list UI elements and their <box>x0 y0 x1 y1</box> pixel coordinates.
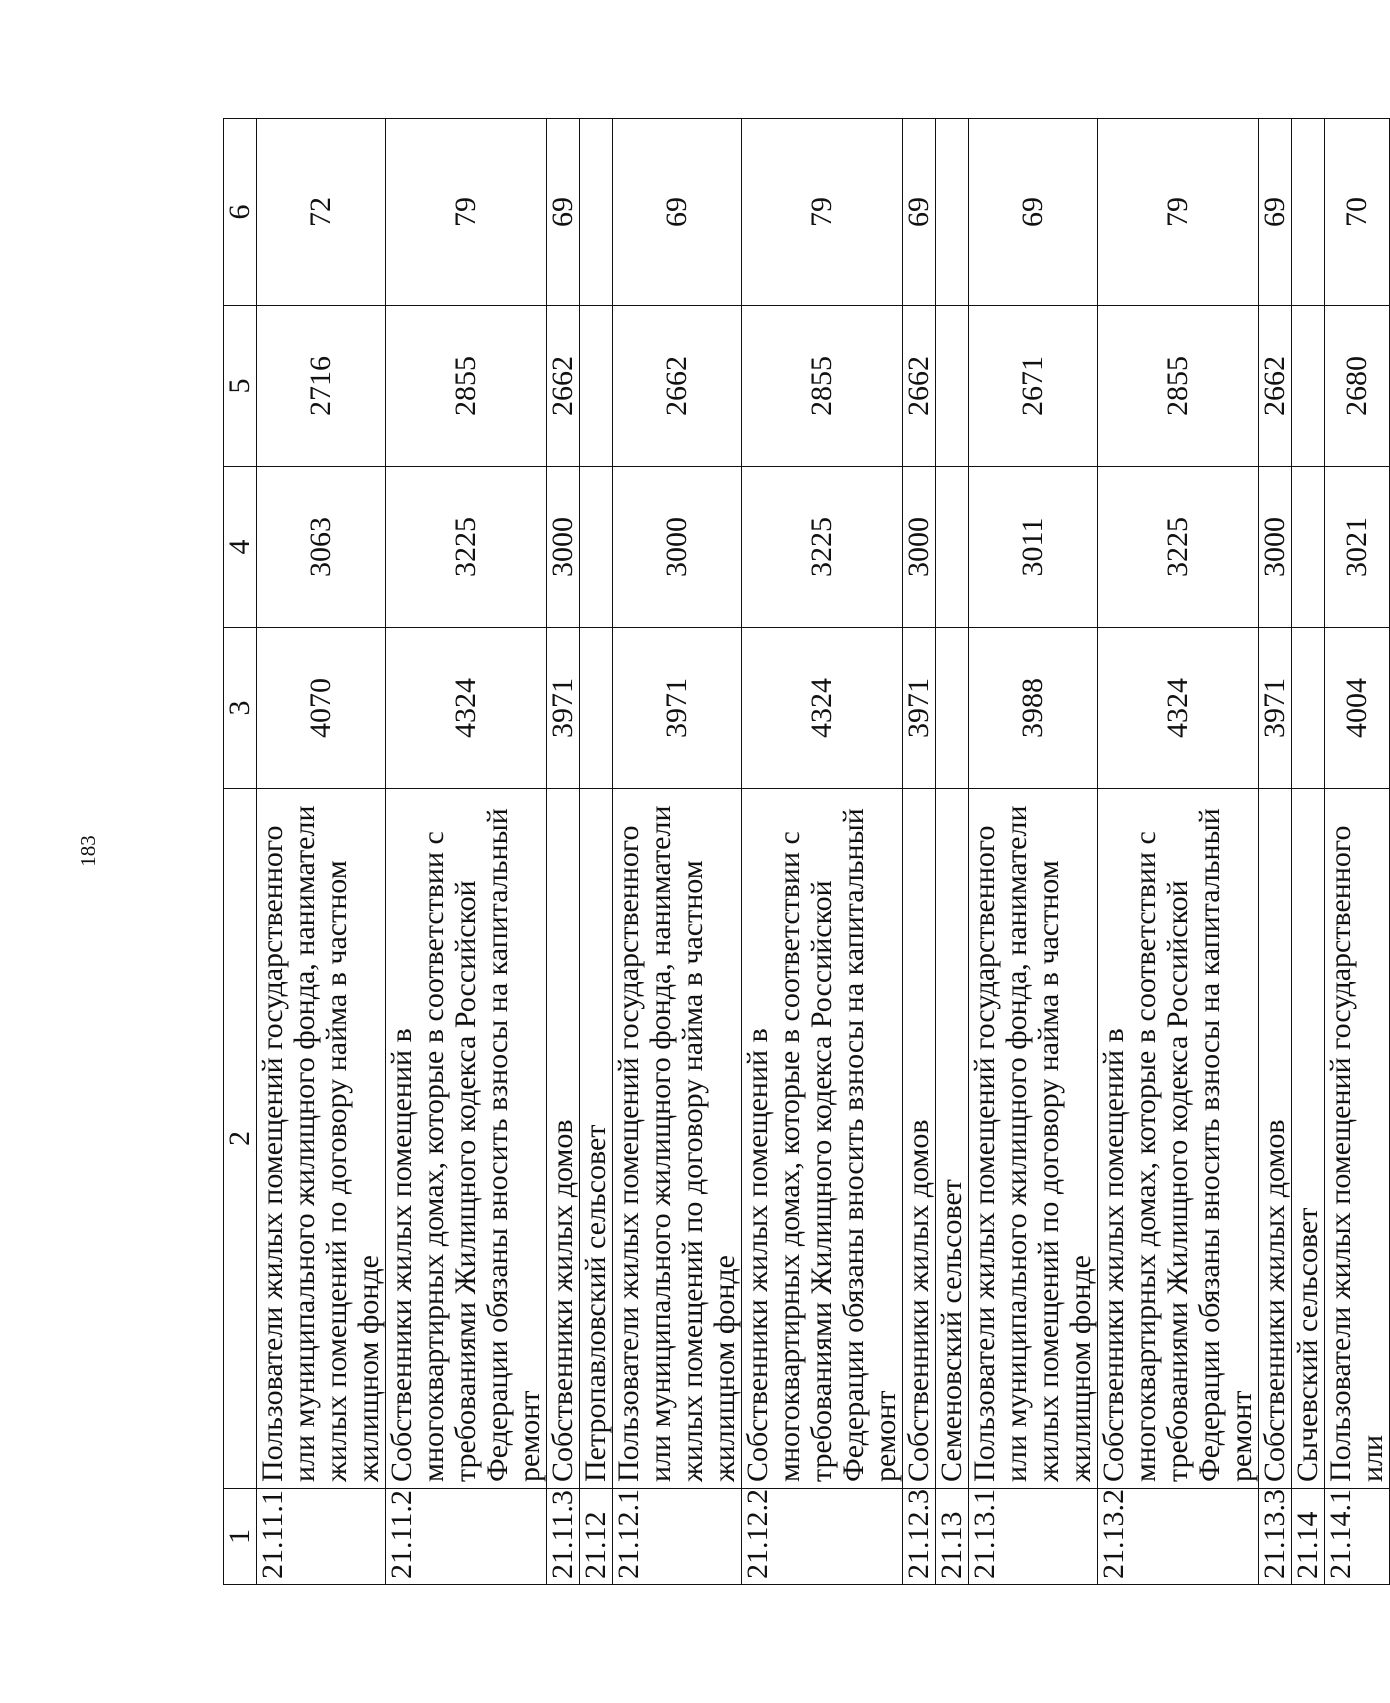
table-row <box>1325 119 1390 1585</box>
table-row <box>613 119 742 1585</box>
row-description: Собственники жилых помещений в многоквартирных домах, которые в соответствии с требованиями Жилищного кодекса Российской Федерации обязаны вносить взносы на капитальный ремонт <box>386 789 547 1489</box>
row-code: 21.11.2 <box>386 1489 547 1585</box>
value-cell-c4: 3000 <box>613 467 742 628</box>
row-code: 21.13.2 <box>1098 1489 1259 1585</box>
value-cell-c6: 79 <box>1098 119 1259 306</box>
value-cell-c5: 2855 <box>742 306 903 467</box>
value-cell-c6: 69 <box>613 119 742 306</box>
header-cell-4: 4 <box>224 467 257 628</box>
table-row <box>1098 119 1259 1585</box>
value-cell-c3: 3988 <box>969 628 1098 789</box>
value-cell-c5: 2680 <box>1325 306 1390 467</box>
value-cell-c3: 4070 <box>257 628 386 789</box>
row-code: 21.12 <box>580 1489 613 1585</box>
value-cell-c5: 2662 <box>903 306 936 467</box>
row-code: 21.11.1 <box>257 1489 386 1585</box>
row-code: 21.14 <box>1292 1489 1325 1585</box>
value-cell-c4: 3063 <box>257 467 386 628</box>
value-cell-c5: 2716 <box>257 306 386 467</box>
table-header-row <box>224 119 257 1585</box>
row-description: Собственники жилых домов <box>903 789 936 1489</box>
value-cell-c3: 4324 <box>742 628 903 789</box>
value-cell-c4: 3000 <box>903 467 936 628</box>
row-code: 21.11.3 <box>547 1489 580 1585</box>
table-row <box>903 119 936 1585</box>
tariff-table-container <box>223 119 1389 1585</box>
row-code: 21.12.1 <box>613 1489 742 1585</box>
row-code: 21.12.2 <box>742 1489 903 1585</box>
empty-cell <box>1292 119 1325 306</box>
row-code: 21.13.1 <box>969 1489 1098 1585</box>
value-cell-c4: 3225 <box>1098 467 1259 628</box>
value-cell-c4: 3000 <box>1259 467 1292 628</box>
table-row <box>547 119 580 1585</box>
table-row <box>386 119 547 1585</box>
table-row <box>257 119 386 1585</box>
value-cell-c6: 70 <box>1325 119 1390 306</box>
group-row <box>1292 119 1325 1585</box>
header-cell-5: 5 <box>224 306 257 467</box>
value-cell-c4: 3225 <box>742 467 903 628</box>
empty-cell <box>580 306 613 467</box>
value-cell-c3: 3971 <box>547 628 580 789</box>
value-cell-c4: 3021 <box>1325 467 1390 628</box>
page-number: 183 <box>76 835 100 867</box>
row-description: Собственники жилых домов <box>547 789 580 1489</box>
empty-cell <box>580 628 613 789</box>
value-cell-c6: 72 <box>257 119 386 306</box>
empty-cell <box>580 119 613 306</box>
value-cell-c6: 69 <box>969 119 1098 306</box>
empty-cell <box>1292 467 1325 628</box>
row-code: 21.13 <box>936 1489 969 1585</box>
value-cell-c6: 79 <box>742 119 903 306</box>
value-cell-c3: 3971 <box>613 628 742 789</box>
row-code: 21.12.3 <box>903 1489 936 1585</box>
empty-cell <box>936 306 969 467</box>
empty-cell <box>1292 306 1325 467</box>
group-row <box>580 119 613 1585</box>
group-name: Петропавловский сельсовет <box>580 789 613 1489</box>
table-row <box>1259 119 1292 1585</box>
value-cell-c4: 3000 <box>547 467 580 628</box>
table-body <box>224 119 1390 1585</box>
value-cell-c3: 4004 <box>1325 628 1390 789</box>
value-cell-c6: 69 <box>903 119 936 306</box>
row-description: Собственники жилых помещений в многоквартирных домах, которые в соответствии с требованиями Жилищного кодекса Российской Федерации обязаны вносить взносы на капитальный ремонт <box>1098 789 1259 1489</box>
value-cell-c3: 3971 <box>903 628 936 789</box>
row-code: 21.14.1 <box>1325 1489 1390 1585</box>
row-description: Собственники жилых домов <box>1259 789 1292 1489</box>
empty-cell <box>936 628 969 789</box>
row-description: Пользователи жилых помещений государственного или муниципального жилищного фонда, наниматели жилых помещений по договору найма в частном жилищном фонде <box>613 789 742 1489</box>
empty-cell <box>936 119 969 306</box>
value-cell-c3: 4324 <box>386 628 547 789</box>
group-row <box>936 119 969 1585</box>
value-cell-c5: 2662 <box>1259 306 1292 467</box>
empty-cell <box>936 467 969 628</box>
value-cell-c3: 3971 <box>1259 628 1292 789</box>
table-row <box>742 119 903 1585</box>
value-cell-c3: 4324 <box>1098 628 1259 789</box>
row-description: Пользователи жилых помещений государственного или <box>1325 789 1390 1489</box>
value-cell-c4: 3225 <box>386 467 547 628</box>
value-cell-c5: 2855 <box>386 306 547 467</box>
value-cell-c6: 69 <box>547 119 580 306</box>
row-description: Пользователи жилых помещений государственного или муниципального жилищного фонда, наниматели жилых помещений по договору найма в частном жилищном фонде <box>257 789 386 1489</box>
header-cell-6: 6 <box>224 119 257 306</box>
row-description: Собственники жилых помещений в многоквартирных домах, которые в соответствии с требованиями Жилищного кодекса Российской Федерации обязаны вносить взносы на капитальный ремонт <box>742 789 903 1489</box>
value-cell-c6: 79 <box>386 119 547 306</box>
empty-cell <box>580 467 613 628</box>
header-cell-3: 3 <box>224 628 257 789</box>
value-cell-c4: 3011 <box>969 467 1098 628</box>
tariff-table <box>223 118 1390 1585</box>
group-name: Сычевский сельсовет <box>1292 789 1325 1489</box>
header-cell-2: 2 <box>224 789 257 1489</box>
header-cell-1: 1 <box>224 1489 257 1585</box>
value-cell-c5: 2662 <box>547 306 580 467</box>
row-code: 21.13.3 <box>1259 1489 1292 1585</box>
value-cell-c5: 2671 <box>969 306 1098 467</box>
value-cell-c5: 2855 <box>1098 306 1259 467</box>
row-description: Пользователи жилых помещений государственного или муниципального жилищного фонда, наниматели жилых помещений по договору найма в частном жилищном фонде <box>969 789 1098 1489</box>
table-row <box>969 119 1098 1585</box>
value-cell-c6: 69 <box>1259 119 1292 306</box>
value-cell-c5: 2662 <box>613 306 742 467</box>
empty-cell <box>1292 628 1325 789</box>
group-name: Семеновский сельсовет <box>936 789 969 1489</box>
